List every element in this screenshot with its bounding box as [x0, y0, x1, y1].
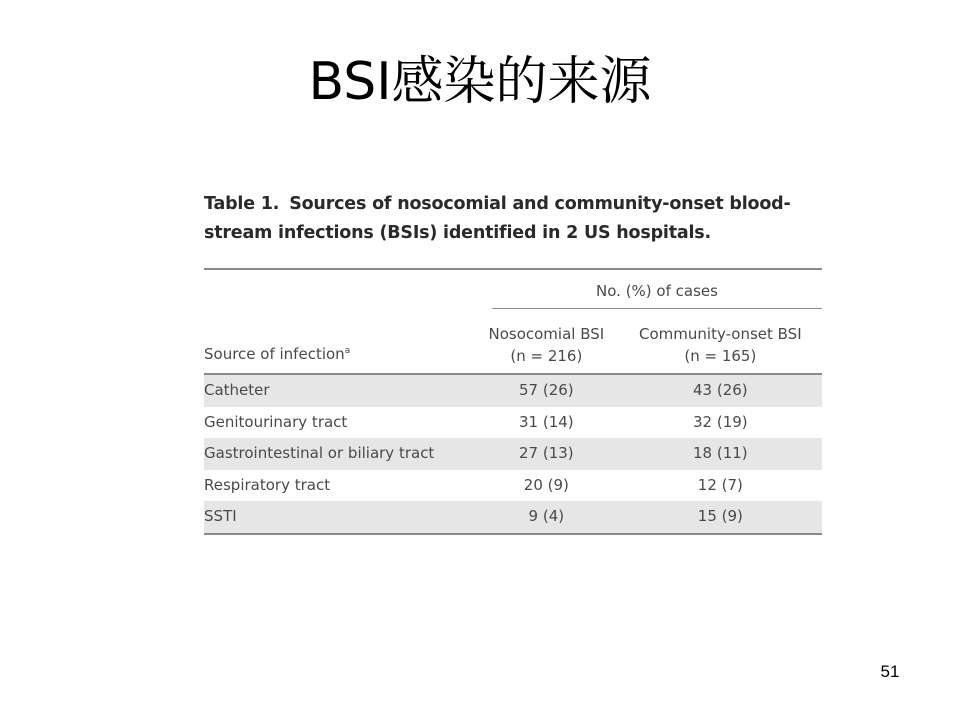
cell-source: Respiratory tract: [204, 475, 331, 494]
cell-community: 15 (9): [619, 501, 822, 534]
cell-nosocomial: 20 (9): [523, 475, 569, 494]
cell-community: 32 (19): [693, 412, 748, 431]
cell-source: Genitourinary tract: [204, 412, 348, 431]
cell-community: 43 (26): [619, 374, 822, 407]
cell-source: Gastrointestinal or biliary tract: [204, 438, 474, 470]
column-header-source: [204, 317, 474, 374]
table-caption-text: Sources of nosocomial and community-onset blood-stream infections (BSIs) identified in 2 US hospitals.: [204, 194, 791, 243]
table-row: [204, 470, 822, 502]
cell-nosocomial: 31 (14): [519, 412, 574, 431]
table-group-header: [474, 269, 822, 317]
column-header-community-name: Community-onset BSI: [639, 325, 802, 343]
table-row: [204, 407, 822, 439]
slide-title: BSI感染的来源: [308, 52, 652, 112]
cell-community: 12 (7): [697, 475, 743, 494]
footnote-marker: a: [344, 346, 351, 356]
table-group-header-row: [204, 269, 822, 317]
page-number: 51: [880, 662, 900, 681]
table-figure: [204, 190, 822, 535]
table-caption-label: Table 1.: [204, 194, 280, 214]
column-header-nosocomial-n: (n = 216): [510, 347, 583, 365]
table-column-header-row: [204, 317, 822, 374]
table-row: [204, 501, 822, 534]
column-header-community-n: (n = 165): [684, 347, 757, 365]
cell-nosocomial: 27 (13): [474, 438, 619, 470]
column-header-source-label: Source of infection: [204, 345, 345, 363]
column-header-nosocomial: [474, 317, 619, 374]
cell-nosocomial: 9 (4): [474, 501, 619, 534]
column-header-community: [619, 317, 822, 374]
cell-source: SSTI: [204, 501, 474, 534]
table-row: [204, 374, 822, 407]
table-header-spacer: [204, 269, 474, 317]
cell-community: 18 (11): [619, 438, 822, 470]
cell-nosocomial: 57 (26): [474, 374, 619, 407]
column-header-nosocomial-name: Nosocomial BSI: [488, 325, 605, 343]
data-table: [204, 268, 822, 535]
table-row: [204, 438, 822, 470]
group-header-label: No. (%) of cases: [492, 282, 822, 309]
table-caption: [204, 190, 822, 248]
cell-source: Catheter: [204, 374, 474, 407]
